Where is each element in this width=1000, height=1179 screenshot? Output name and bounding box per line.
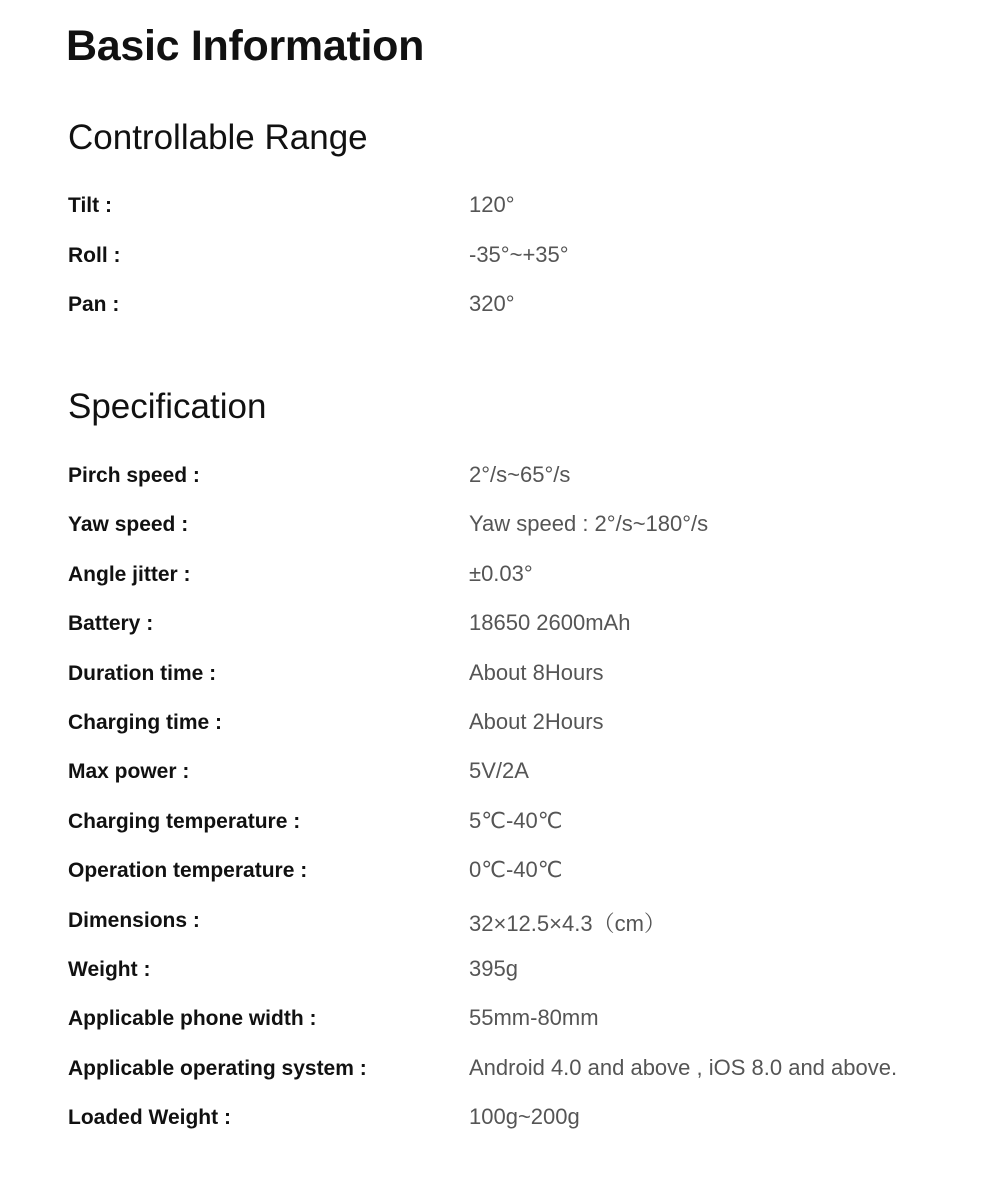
spec-label-duration-time: Duration time :	[68, 661, 217, 685]
range-row-tilt	[68, 192, 968, 242]
spec-value-applicable-phone-width: 55mm-80mm	[469, 1005, 599, 1031]
range-label-roll: Roll :	[68, 243, 121, 267]
spec-row	[68, 857, 968, 906]
spec-label-charging-temperature: Charging temperature :	[68, 809, 301, 833]
spec-value-dimensions: 32×12.5×4.3（cm）	[469, 910, 666, 936]
spec-label-charging-time: Charging time :	[68, 710, 223, 734]
spec-row	[68, 907, 968, 956]
range-row-pan	[68, 291, 968, 341]
spec-value-battery: 18650 2600mAh	[469, 610, 631, 636]
controllable-range-heading: Controllable Range	[68, 118, 368, 157]
spec-value-applicable-operating-system: Android 4.0 and above , iOS 8.0 and above.	[469, 1054, 898, 1080]
spec-row	[68, 758, 968, 807]
range-label-pan: Pan :	[68, 293, 120, 316]
spec-row	[68, 511, 968, 560]
range-value-tilt: 120°	[469, 192, 515, 217]
spec-row	[68, 561, 968, 610]
spec-label-loaded-weight: Loaded Weight :	[68, 1106, 231, 1130]
spec-row	[68, 709, 968, 758]
specification-list	[68, 462, 968, 1153]
spec-value-pirch-speed: 2°/s~65°/s	[469, 462, 571, 487]
spec-label-operation-temperature: Operation temperature :	[68, 859, 308, 883]
range-label-tilt: Tilt :	[68, 194, 112, 217]
spec-label-yaw-speed: Yaw speed :	[68, 513, 189, 537]
range-value-pan: 320°	[469, 291, 515, 316]
range-row-roll	[68, 242, 968, 292]
range-value-roll: -35°~+35°	[469, 241, 569, 267]
spec-value-charging-temperature: 5℃-40℃	[469, 807, 563, 833]
spec-label-battery: Battery :	[68, 612, 154, 636]
spec-row	[68, 462, 968, 511]
spec-value-yaw-speed: Yaw speed : 2°/s~180°/s	[469, 511, 709, 537]
spec-value-duration-time: About 8Hours	[469, 659, 604, 685]
spec-row	[68, 1005, 968, 1054]
spec-row	[68, 808, 968, 857]
spec-value-angle-jitter: ±0.03°	[469, 560, 533, 586]
spec-value-max-power: 5V/2A	[469, 758, 529, 784]
spec-row	[68, 660, 968, 709]
controllable-range-list	[68, 192, 968, 341]
spec-label-angle-jitter: Angle jitter :	[68, 562, 191, 586]
spec-row	[68, 1055, 968, 1104]
spec-label-max-power: Max power :	[68, 760, 190, 784]
page-title: Basic Information	[66, 22, 425, 70]
spec-row	[68, 1104, 968, 1153]
spec-value-loaded-weight: 100g~200g	[469, 1104, 580, 1130]
spec-label-dimensions: Dimensions :	[68, 908, 200, 932]
spec-label-pirch-speed: Pirch speed :	[68, 464, 200, 487]
spec-value-charging-time: About 2Hours	[469, 708, 604, 734]
spec-label-applicable-operating-system: Applicable operating system :	[68, 1056, 367, 1080]
spec-label-applicable-phone-width: Applicable phone width :	[68, 1007, 317, 1031]
spec-row	[68, 610, 968, 659]
specification-heading: Specification	[68, 387, 267, 426]
spec-label-weight: Weight :	[68, 957, 151, 981]
spec-row	[68, 956, 968, 1005]
spec-value-operation-temperature: 0℃-40℃	[469, 857, 563, 883]
spec-value-weight: 395g	[469, 955, 518, 981]
